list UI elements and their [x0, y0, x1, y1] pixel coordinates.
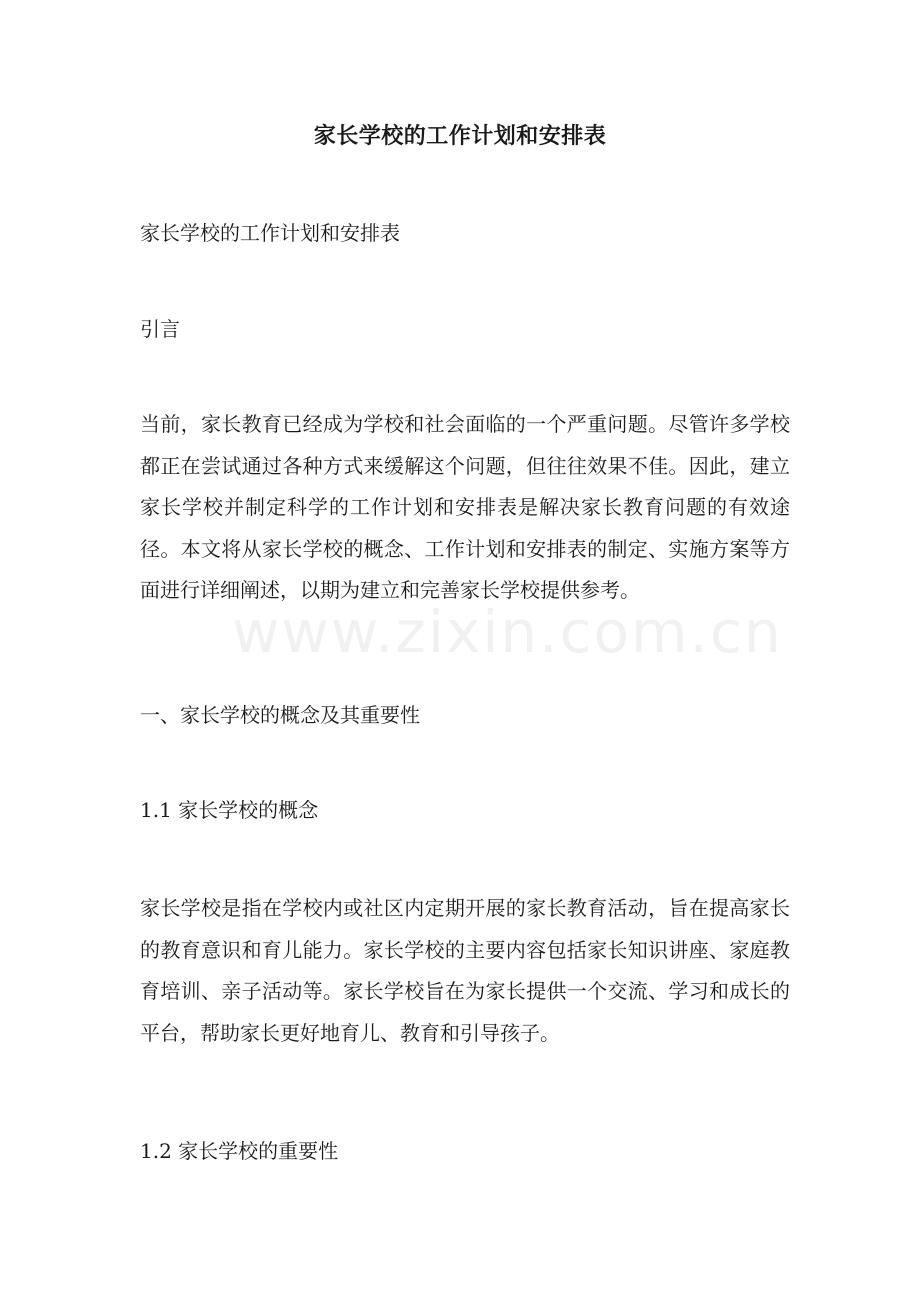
document-title: 家长学校的工作计划和安排表	[313, 123, 607, 149]
document-subtitle: 家长学校的工作计划和安排表	[140, 221, 400, 245]
intro-paragraph: 当前，家长教育已经成为学校和社会面临的一个严重问题。尽管许多学校都正在尝试通过各种方式来缓解这个问题，但往往效果不佳。因此，建立家长学校并制定科学的工作计划和安排表是解决家长教育问题的有效途径。本文将从家长学校的概念、工作计划和安排表的制定、实施方案等方面进行详细阐述，以期为建立和完善家长学校提供参考。	[140, 412, 790, 602]
section-1-1-paragraph: 家长学校是指在学校内或社区内定期开展的家长教育活动，旨在提高家长的教育意识和育儿能力。家长学校的主要内容包括家长知识讲座、家庭教育培训、亲子活动等。家长学校旨在为家长提供一个交流、学习和成长的平台，帮助家长更好地育儿、教育和引导孩子。	[140, 896, 790, 1045]
section-1-2-heading: 1.2 家长学校的重要性	[140, 1139, 339, 1163]
section-1-heading: 一、家长学校的概念及其重要性	[140, 703, 420, 727]
intro-heading: 引言	[140, 317, 180, 341]
watermark: www.zixin.com.cn	[232, 598, 783, 666]
section-1-1-heading: 1.1 家长学校的概念	[140, 798, 319, 822]
